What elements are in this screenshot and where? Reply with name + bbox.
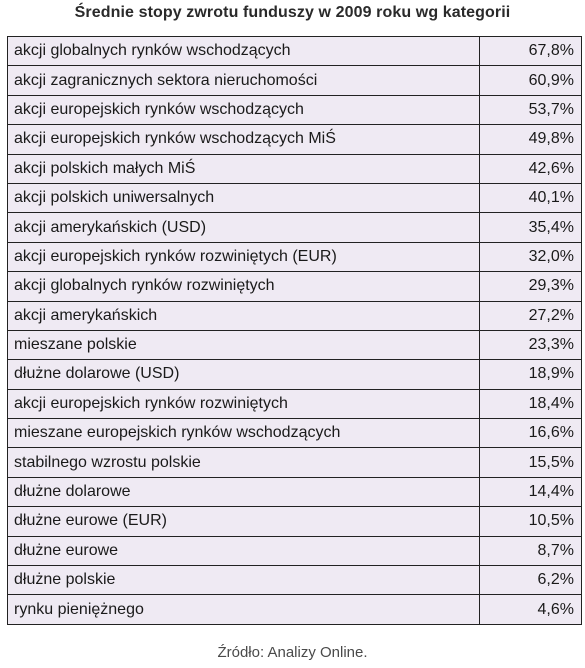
value-cell: 18,9%	[480, 360, 582, 389]
table-row	[8, 301, 582, 330]
table-row	[8, 595, 582, 624]
category-cell: dłużne eurowe	[8, 536, 480, 565]
category-cell: akcji amerykańskich (USD)	[8, 213, 480, 242]
value-cell: 42,6%	[480, 154, 582, 183]
value-cell: 15,5%	[480, 448, 582, 477]
value-cell: 18,4%	[480, 389, 582, 418]
table-row	[8, 154, 582, 183]
value-cell: 8,7%	[480, 536, 582, 565]
category-cell: akcji polskich małych MiŚ	[8, 154, 480, 183]
value-cell: 27,2%	[480, 301, 582, 330]
category-cell: akcji europejskich rynków rozwiniętych (EUR)	[8, 242, 480, 271]
category-cell: akcji globalnych rynków wschodzących	[8, 37, 480, 66]
returns-table	[7, 36, 582, 625]
page-title: Średnie stopy zwrotu funduszy w 2009 roku wg kategorii	[74, 4, 511, 21]
value-cell: 40,1%	[480, 183, 582, 212]
value-cell: 29,3%	[480, 272, 582, 301]
value-cell: 4,6%	[480, 595, 582, 624]
value-cell: 53,7%	[480, 95, 582, 124]
table-row	[8, 330, 582, 359]
category-cell: dłużne dolarowe	[8, 477, 480, 506]
table-row	[8, 213, 582, 242]
category-cell: mieszane polskie	[8, 330, 480, 359]
value-cell: 23,3%	[480, 330, 582, 359]
category-cell: rynku pieniężnego	[8, 595, 480, 624]
value-cell: 35,4%	[480, 213, 582, 242]
table-body	[8, 37, 582, 625]
category-cell: akcji globalnych rynków rozwiniętych	[8, 272, 480, 301]
table-row	[8, 419, 582, 448]
category-cell: dłużne polskie	[8, 566, 480, 595]
value-cell: 32,0%	[480, 242, 582, 271]
table-row	[8, 566, 582, 595]
category-cell: dłużne eurowe (EUR)	[8, 507, 480, 536]
category-cell: akcji europejskich rynków rozwiniętych	[8, 389, 480, 418]
table-row	[8, 360, 582, 389]
value-cell: 10,5%	[480, 507, 582, 536]
table-row	[8, 95, 582, 124]
category-cell: akcji europejskich rynków wschodzących MiŚ	[8, 125, 480, 154]
category-cell: akcji amerykańskich	[8, 301, 480, 330]
table-row	[8, 183, 582, 212]
table-row	[8, 272, 582, 301]
category-cell: mieszane europejskich rynków wschodzących	[8, 419, 480, 448]
table-row	[8, 477, 582, 506]
value-cell: 49,8%	[480, 125, 582, 154]
table-row	[8, 448, 582, 477]
category-cell: akcji zagranicznych sektora nieruchomości	[8, 66, 480, 95]
table-row	[8, 507, 582, 536]
value-cell: 67,8%	[480, 37, 582, 66]
table-row	[8, 389, 582, 418]
table-row	[8, 242, 582, 271]
category-cell: dłużne dolarowe (USD)	[8, 360, 480, 389]
category-cell: stabilnego wzrostu polskie	[8, 448, 480, 477]
value-cell: 6,2%	[480, 566, 582, 595]
table-row	[8, 125, 582, 154]
table-row	[8, 37, 582, 66]
value-cell: 14,4%	[480, 477, 582, 506]
category-cell: akcji europejskich rynków wschodzących	[8, 95, 480, 124]
value-cell: 16,6%	[480, 419, 582, 448]
table-row	[8, 66, 582, 95]
category-cell: akcji polskich uniwersalnych	[8, 183, 480, 212]
table-row	[8, 536, 582, 565]
source-note: Źródło: Analizy Online.	[217, 644, 368, 661]
value-cell: 60,9%	[480, 66, 582, 95]
